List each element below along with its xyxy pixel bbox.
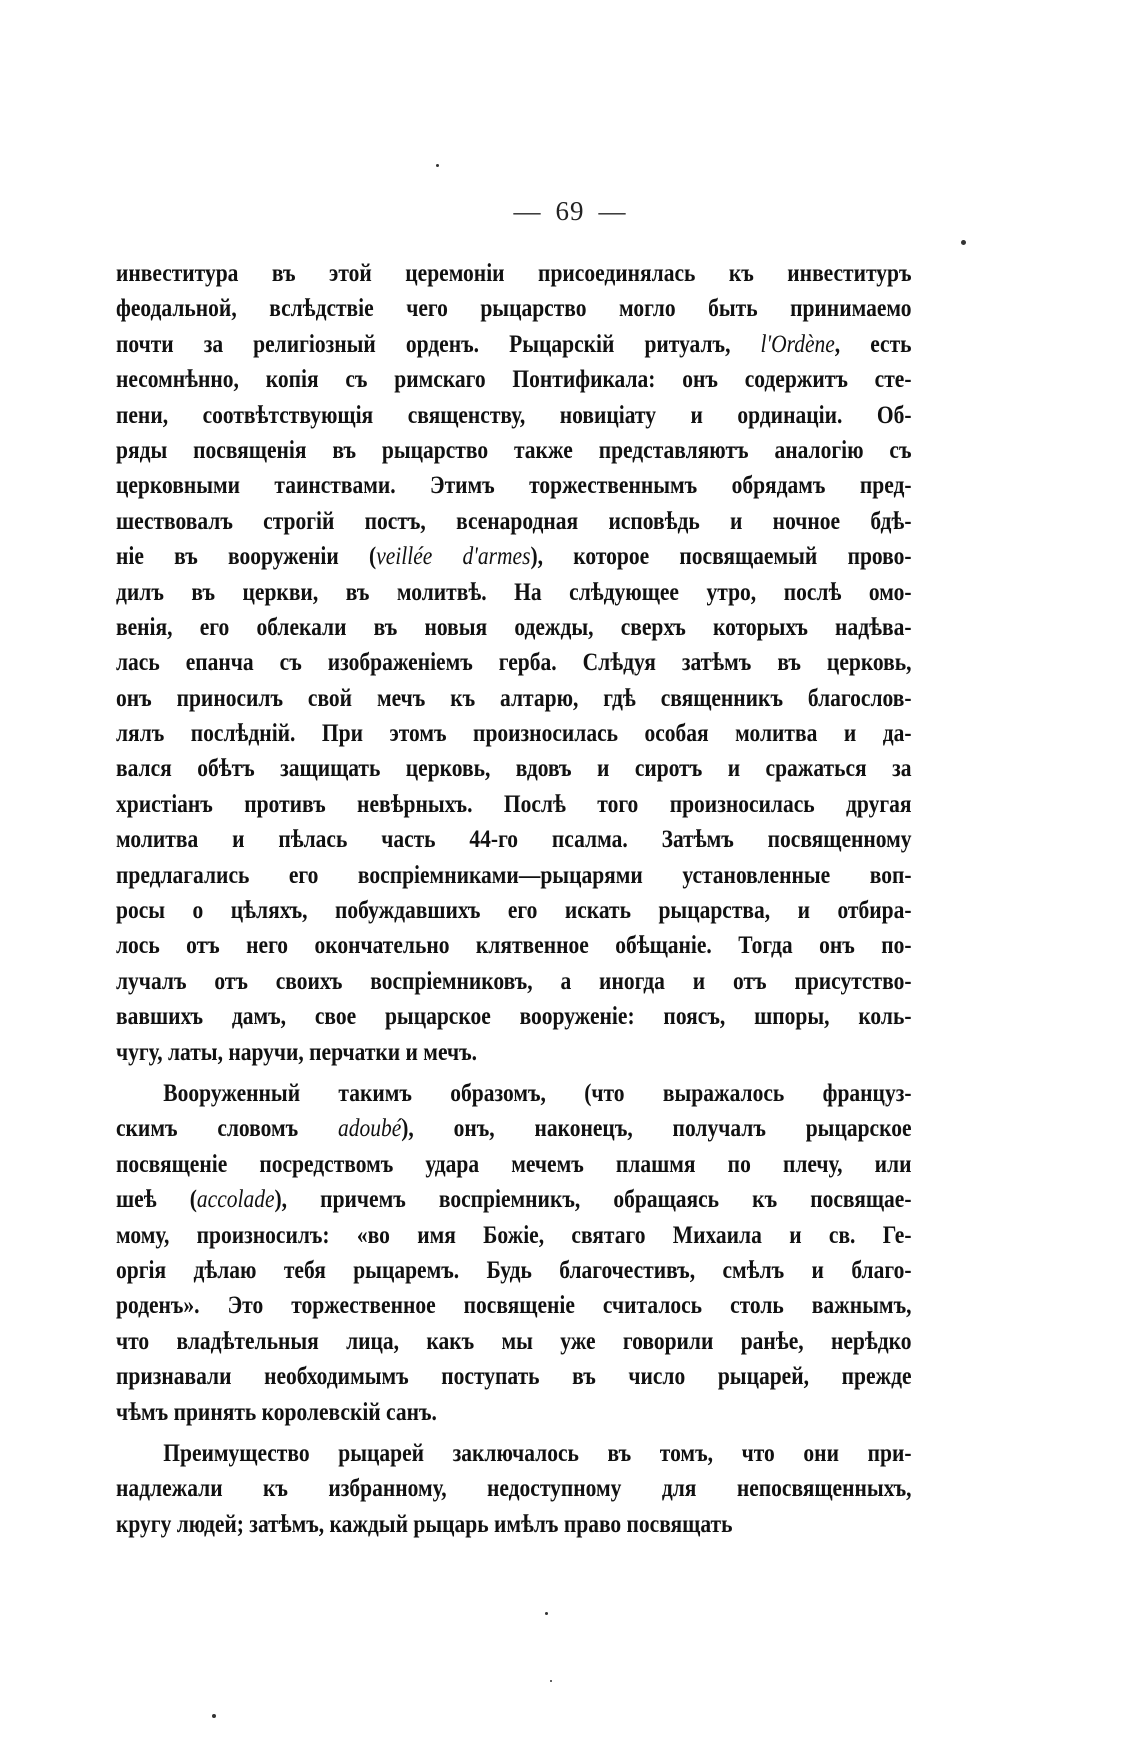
page-number-value: 69 — [555, 196, 585, 226]
text-line — [116, 1182, 912, 1217]
text-line — [116, 1111, 912, 1146]
text-line — [116, 327, 912, 362]
text-line — [116, 1076, 912, 1111]
text-line — [116, 1253, 912, 1288]
text-segment: церковными таинствами. Этимъ торжественнымъ обрядамъ пред- — [116, 472, 912, 500]
text-segment: чѣмъ принять королевскій санъ. — [116, 1398, 437, 1426]
scan-speck — [961, 240, 966, 245]
paragraph — [116, 256, 912, 1070]
text-line — [116, 256, 912, 291]
italic-term: veillée d'armes — [376, 543, 531, 571]
text-line — [116, 681, 912, 716]
text-line — [116, 1147, 912, 1182]
scan-speck — [550, 1680, 552, 1682]
text-segment: инвеститура въ этой церемоніи присоединялась къ инвеституръ — [116, 260, 912, 287]
text-segment: оргія дѣлаю тебя рыцаремъ. Будь благочестивъ, смѣлъ и благо- — [116, 1256, 912, 1284]
text-line — [116, 362, 912, 397]
text-segment: лучалъ отъ своихъ воспріемниковъ, а иногда и отъ присутство- — [116, 967, 912, 995]
text-segment: венія, его облекали въ новыя одежды, сверхъ которыхъ надѣва- — [116, 613, 912, 641]
text-segment: ), онъ, наконецъ, получалъ рыцарское — [401, 1115, 912, 1143]
text-line — [116, 504, 912, 539]
text-segment: мому, произносилъ: «во имя Божіе, святаго Михаила и св. Ге- — [116, 1221, 912, 1249]
text-segment: что владѣтельныя лица, какъ мы уже говорили ранѣе, нерѣдко — [116, 1327, 912, 1355]
text-line — [116, 751, 912, 786]
text-line — [116, 1218, 912, 1253]
text-segment: вался обѣтъ защищать церковь, вдовъ и сиротъ и сражаться за — [116, 755, 912, 783]
text-segment: онъ приносилъ свой мечъ къ алтарю, гдѣ священникъ благослов- — [116, 684, 912, 712]
text-segment: чугу, латы, наручи, перчатки и мечъ. — [116, 1038, 477, 1066]
text-line — [116, 1507, 912, 1542]
text-segment: несомнѣнно, копія съ римскаго Понтификала: онъ содержитъ сте- — [116, 366, 912, 394]
italic-term: adoubé — [337, 1115, 402, 1143]
text-segment: лось отъ него окончательно клятвенное обѣщаніе. Тогда онъ по- — [116, 932, 912, 960]
scan-speck — [436, 164, 439, 167]
text-line — [116, 928, 912, 963]
text-segment: ряды посвященія въ рыцарство также представляютъ аналогію съ — [116, 436, 912, 464]
text-line — [116, 398, 912, 433]
text-segment: надлежали къ избранному, недоступному для непосвященныхъ, — [116, 1475, 912, 1503]
text-segment: шеѣ ( — [116, 1186, 197, 1214]
text-line — [116, 575, 912, 610]
text-segment: почти за религіозный орденъ. Рыцарскій ритуалъ, — [116, 330, 761, 358]
text-line — [116, 1436, 912, 1471]
text-segment: предлагались его воспріемниками—рыцарями установленные воп- — [116, 861, 912, 889]
text-line — [116, 716, 912, 751]
text-line — [116, 539, 912, 574]
text-line — [116, 858, 912, 893]
text-segment: росы о цѣляхъ, побуждавшихъ его искать рыцарства, и отбира- — [116, 897, 912, 925]
text-line — [116, 999, 912, 1034]
text-line — [116, 1395, 912, 1430]
text-line — [116, 610, 912, 645]
page-number-dash-right: — — [598, 196, 627, 226]
text-line — [116, 468, 912, 503]
paragraph — [116, 1436, 912, 1542]
text-line — [116, 645, 912, 680]
text-segment: вавшихъ дамъ, свое рыцарское вооруженіе: поясъ, шпоры, коль- — [116, 1003, 912, 1031]
text-segment: Преимущество рыцарей заключалось въ томъ, что они при- — [163, 1439, 912, 1467]
text-segment: роденъ». Это торжественное посвященіе считалось столь важнымъ, — [116, 1292, 912, 1320]
text-segment: посвященіе посредствомъ удара мечемъ плашмя по плечу, или — [116, 1150, 912, 1178]
text-segment: скимъ словомъ — [116, 1115, 338, 1143]
italic-term: accolade — [196, 1186, 275, 1214]
text-segment: христіанъ противъ невѣрныхъ. Послѣ того произносилась другая — [116, 790, 912, 818]
text-segment: лась епанча съ изображеніемъ герба. Слѣдуя затѣмъ въ церковь, — [116, 649, 912, 677]
text-segment: пени, соотвѣтствующія священству, новиціату и ординаціи. Об- — [116, 401, 912, 429]
scan-speck — [545, 1612, 548, 1615]
scan-speck — [212, 1714, 216, 1718]
text-line — [116, 433, 912, 468]
text-line — [116, 893, 912, 928]
text-line — [116, 787, 912, 822]
paragraph — [116, 1076, 912, 1430]
text-segment: Вооруженный такимъ образомъ, (что выражалось француз- — [163, 1079, 912, 1107]
italic-term: l'Ordène — [760, 330, 835, 358]
text-line — [116, 1324, 912, 1359]
text-segment: кругу людей; затѣмъ, каждый рыцарь имѣлъ право посвящать — [116, 1510, 733, 1538]
text-line — [116, 1471, 912, 1506]
text-line — [116, 291, 912, 326]
text-segment: ), причемъ воспріемникъ, обращаясь къ посвящае- — [274, 1186, 912, 1214]
text-segment: признавали необходимымъ поступать въ число рыцарей, прежде — [116, 1363, 912, 1391]
text-line — [116, 1035, 912, 1070]
text-line — [116, 1288, 912, 1323]
text-segment: лялъ послѣдній. При этомъ произносилась особая молитва и да- — [116, 720, 912, 748]
text-segment: феодальной, вслѣдствіе чего рыцарство могло быть принимаемо — [116, 295, 912, 323]
text-line — [116, 822, 912, 857]
text-segment: шествовалъ строгій постъ, всенародная исповѣдь и ночное бдѣ- — [116, 507, 912, 535]
text-line — [116, 1359, 912, 1394]
body-text — [116, 256, 912, 1542]
page-number-dash-left: — — [513, 196, 542, 226]
text-segment: , есть — [834, 330, 912, 358]
text-segment: ніе въ вооруженіи ( — [116, 543, 377, 571]
page-number — [0, 196, 1140, 227]
text-line — [116, 964, 912, 999]
text-segment: ), которое посвящаемый прово- — [530, 543, 912, 571]
text-segment: дилъ въ церкви, въ молитвѣ. На слѣдующее утро, послѣ омо- — [116, 578, 912, 606]
text-segment: молитва и пѣлась часть 44-го псалма. Затѣмъ посвященному — [116, 826, 912, 854]
